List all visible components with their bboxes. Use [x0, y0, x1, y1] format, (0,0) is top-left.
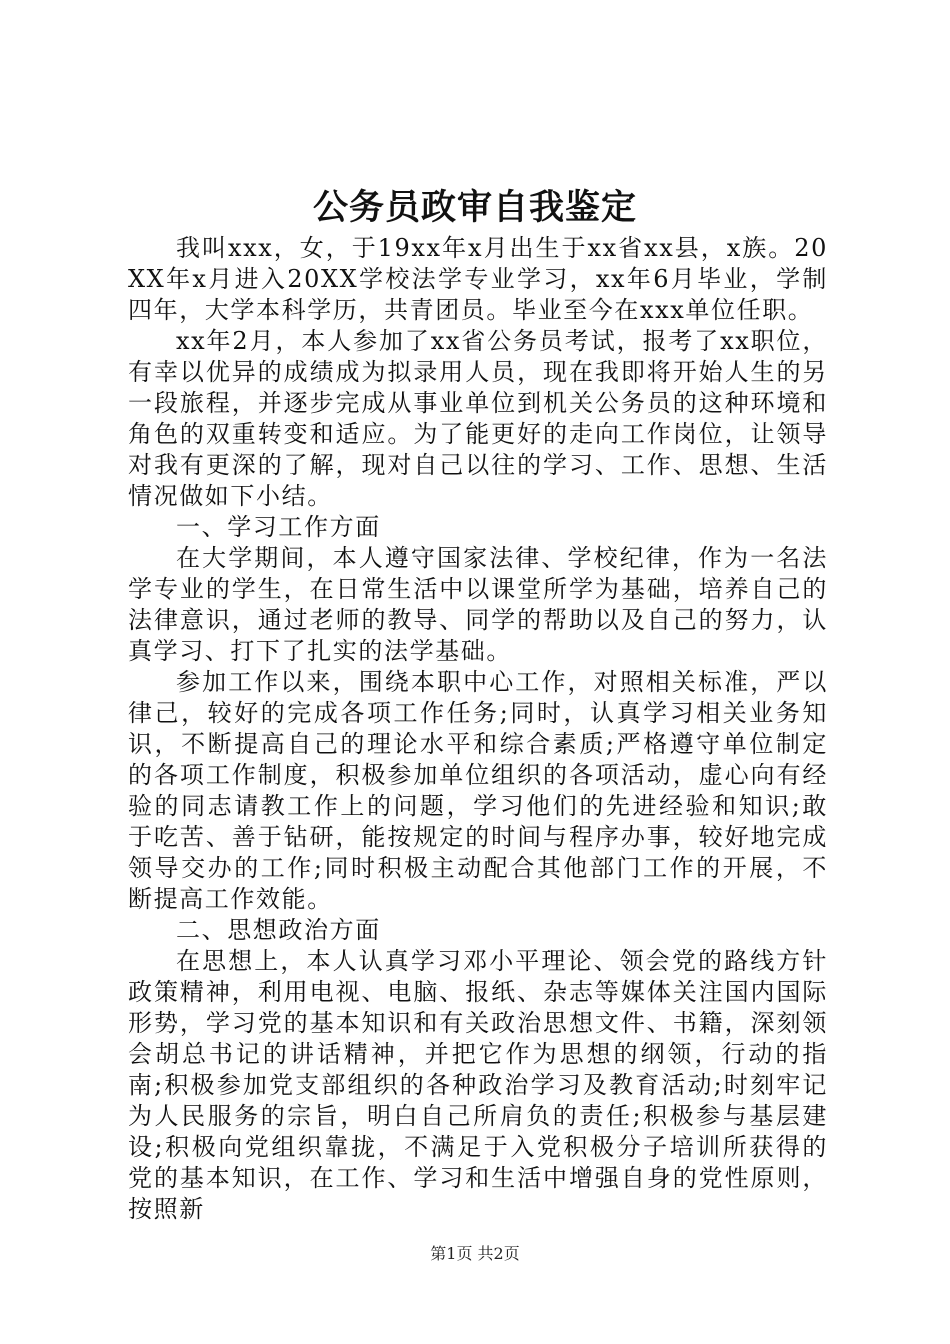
document-body	[128, 233, 828, 1225]
section-heading-study-work: 一、学习工作方面	[176, 513, 381, 541]
paragraph-thought: 在思想上，本人认真学习邓小平理论、领会党的路线方针政策精神，利用电视、电脑、报纸、杂志等媒体关注国内国际形势，学习党的基本知识和有关政治思想文件、书籍，深刻领会胡总书记的讲话精神，并把它作为思想的纲领，行动的指南;积极参加党支部组织的各种政治学习及教育活动;时刻牢记为人民服务的宗旨，明白自己所肩负的责任;积极参与基层建设;积极向党组织靠拢，不满足于入党积极分子培训所获得的党的基本知识，在工作、学习和生活中增强自身的党性原则，按照新	[128, 947, 828, 1223]
paragraph-university: 在大学期间，本人遵守国家法律、学校纪律，作为一名法学专业的学生，在日常生活中以课堂所学为基础，培养自己的法律意识，通过老师的教导、同学的帮助以及自己的努力，认真学习、打下了扎实的法学基础。	[128, 544, 828, 665]
paragraph-intro: 我叫xxx，女，于19xx年x月出生于xx省xx县，x族。20XX年x月进入20XX学校法学专业学习，xx年6月毕业，学制四年，大学本科学历，共青团员。毕业至今在xxx单位任职。	[128, 234, 828, 324]
paragraph-exam: xx年2月，本人参加了xx省公务员考试，报考了xx职位，有幸以优异的成绩成为拟录用人员，现在我即将开始人生的另一段旅程，并逐步完成从事业单位到机关公务员的这种环境和角色的双重转变和适应。为了能更好的走向工作岗位，让领导对我有更深的了解，现对自己以往的学习、工作、思想、生活情况做如下小结。	[128, 327, 828, 510]
document-title: 公务员政审自我鉴定	[312, 187, 637, 228]
paragraph-work: 参加工作以来，围绕本职中心工作，对照相关标准，严以律己，较好的完成各项工作任务;同时，认真学习相关业务知识，不断提高自己的理论水平和综合素质;严格遵守单位制定的各项工作制度，积极参加单位组织的各项活动，虚心向有经验的同志请教工作上的问题，学习他们的先进经验和知识;敢于吃苦、善于钻研，能按规定的时间与程序办事，较好地完成领导交办的工作;同时积极主动配合其他部门工作的开展，不断提高工作效能。	[128, 668, 828, 913]
section-heading-politics: 二、思想政治方面	[176, 916, 381, 944]
page-number-footer: 第1页 共2页	[430, 1244, 520, 1263]
